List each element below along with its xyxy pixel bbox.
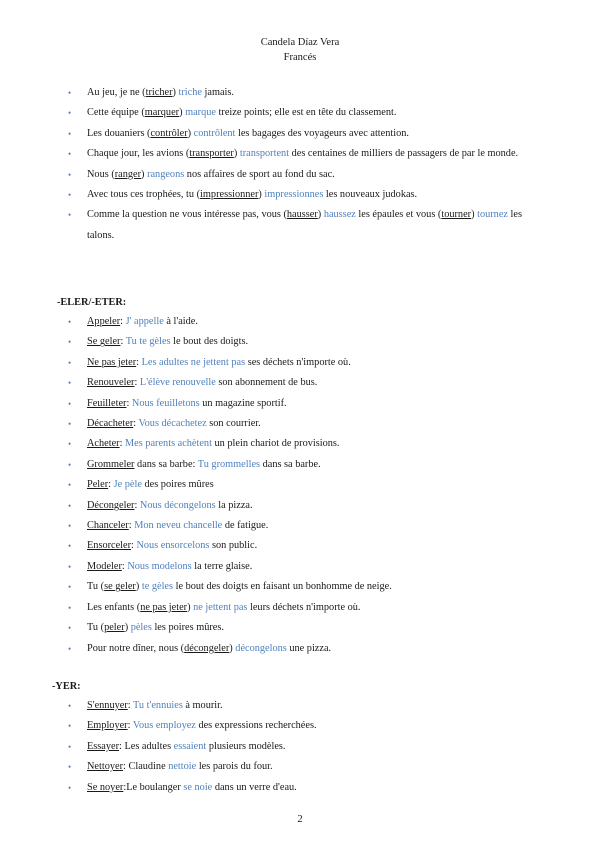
sentence-text: son courrier.	[206, 418, 261, 430]
list-item	[0, 737, 600, 757]
list-item	[0, 516, 600, 536]
sentence-text: un plein chariot de provisions.	[211, 438, 340, 450]
sentence-text: dans sa barbe:	[134, 458, 198, 470]
list-item	[0, 103, 600, 123]
conjugated-answer: marque	[185, 107, 216, 119]
sentence-text: :	[108, 479, 114, 491]
sentence-text: :	[119, 438, 126, 450]
conjugated-answer: Nous modelons	[127, 560, 192, 572]
subject-title: Francés	[283, 52, 317, 63]
sentence-text: Avec tous ces trophées, tu (	[87, 189, 201, 201]
list-item	[0, 598, 600, 618]
sentence-text: )	[135, 581, 142, 593]
verb-infinitive: S'ennuyer	[87, 700, 128, 711]
sentence-text: leurs déchets n'importe où.	[247, 601, 361, 613]
sentence-text: :	[127, 700, 133, 711]
conjugated-answer: Tu te gèles	[125, 336, 171, 348]
sentence-text: dans un verre d'eau.	[212, 781, 297, 793]
conjugated-answer: Les adultes ne jettent pas	[141, 356, 246, 368]
sentence-text: :	[128, 520, 135, 532]
conjugated-answer: Mon neveu chancelle	[134, 520, 223, 532]
conjugated-answer: Tu grommelles	[197, 458, 261, 470]
list-item	[0, 185, 600, 205]
sentence-text: Les enfants (	[87, 601, 141, 613]
sentence-text: la terre glaise.	[191, 560, 253, 572]
conjugated-answer: impressionnes	[264, 189, 324, 201]
conjugated-answer: Tu t'ennuies	[133, 700, 183, 711]
list-item	[0, 475, 600, 495]
sentence-text: treize points; elle est en tête du classement.	[215, 107, 397, 119]
sentence-text: Cette équipe (	[87, 107, 145, 119]
conjugated-answer: Vous employez	[132, 720, 196, 732]
sentence-text: : Claudine	[123, 761, 169, 773]
verb-infinitive: Employer	[87, 720, 128, 732]
list-item	[0, 778, 600, 798]
list-item	[0, 165, 600, 185]
list-item	[0, 455, 600, 475]
conjugated-answer: ne jettent pas	[193, 601, 248, 613]
verb-infinitive: Ensorceler	[87, 540, 132, 552]
sentence-text: la pizza.	[215, 499, 253, 511]
list-item	[0, 536, 600, 556]
verb-infinitive: décongeler	[184, 642, 230, 654]
list-item	[0, 577, 600, 597]
sentence-text: )	[317, 209, 324, 221]
sentence-text: les poires mûres.	[151, 622, 224, 634]
conjugated-answer: contrôlent	[193, 127, 236, 139]
conjugated-answer: pèles	[130, 622, 152, 634]
verb-infinitive: marquer	[144, 107, 180, 119]
exercise-list-er	[0, 83, 600, 246]
verb-infinitive: Essayer	[87, 740, 120, 752]
conjugated-answer: triche	[178, 87, 202, 98]
sentence-text: de fatigue.	[222, 520, 269, 532]
sentence-text: jamais.	[201, 87, 234, 98]
sentence-text: les épaules et vous (	[355, 209, 442, 221]
conjugated-answer: nettoie	[168, 761, 197, 773]
sentence-text: à mourir.	[182, 700, 223, 711]
verb-infinitive: Acheter	[87, 438, 120, 450]
verb-infinitive: Appeler	[87, 316, 121, 327]
verb-infinitive: impressionner	[200, 189, 259, 201]
conjugated-answer: décongelons	[235, 642, 287, 654]
conjugated-answer: essaient	[173, 740, 207, 752]
sentence-text: à l'aide.	[163, 316, 198, 327]
conjugated-answer: se noie	[183, 781, 213, 793]
list-item	[0, 144, 600, 164]
sentence-text: Les douaniers (	[87, 127, 151, 139]
sentence-text: ses déchets n'importe où.	[245, 356, 351, 368]
verb-infinitive: Chanceler	[87, 520, 129, 532]
sentence-text: :	[133, 418, 139, 430]
sentence-text: nos affaires de sport au fond du sac.	[184, 168, 335, 180]
exercise-list-yer	[0, 696, 600, 798]
list-item	[0, 434, 600, 454]
verb-infinitive: tricher	[145, 87, 173, 98]
verb-infinitive: Modeler	[87, 560, 122, 572]
sentence-text: le bout des doigts.	[170, 336, 249, 348]
sentence-text: )	[187, 601, 194, 613]
sentence-text: les nouveaux judokas.	[323, 189, 418, 201]
verb-infinitive: peler	[104, 622, 125, 634]
conjugated-answer: L'élève renouvelle	[139, 377, 216, 389]
sentence-text: :	[127, 720, 133, 732]
sentence-text: )	[258, 189, 265, 201]
sentence-text: Pour notre dîner, nous (	[87, 642, 185, 654]
sentence-text: des poires mûres	[141, 479, 214, 491]
sentence-text: )	[233, 148, 240, 160]
verb-infinitive: ne pas jeter	[140, 601, 188, 613]
conjugated-answer: tournez	[477, 209, 508, 221]
sentence-text: Tu (	[87, 581, 105, 593]
verb-infinitive: Décongeler	[87, 499, 135, 511]
sentence-text: )	[229, 642, 236, 654]
conjugated-answer: rangeons	[147, 168, 185, 180]
verb-infinitive: Grommeler	[87, 458, 135, 470]
sentence-text: )	[179, 107, 186, 119]
sentence-text: :Le boulanger	[123, 781, 184, 793]
verb-infinitive: ranger	[114, 168, 142, 180]
conjugated-answer: Mes parents achètent	[125, 438, 212, 450]
sentence-text: les parois du four.	[196, 761, 273, 773]
sentence-text: Chaque jour, les avions (	[87, 148, 190, 160]
list-item	[0, 205, 600, 246]
page-number: 2	[297, 814, 303, 825]
sentence-text: )	[187, 127, 194, 139]
list-item	[0, 332, 600, 352]
sentence-text: :	[131, 540, 137, 552]
list-item	[0, 716, 600, 736]
sentence-text: :	[136, 356, 142, 368]
verb-infinitive: Ne pas jeter	[87, 356, 137, 368]
list-item	[0, 557, 600, 577]
verb-infinitive: Feuilleter	[87, 397, 127, 409]
section-heading-yer: -YER:	[52, 681, 81, 692]
sentence-text: :	[126, 397, 132, 409]
sentence-text: le bout des doigts en faisant un bonhomme de neige.	[173, 581, 392, 593]
conjugated-answer: Nous ensorcelons	[136, 540, 210, 552]
sentence-text: )	[471, 209, 478, 221]
verb-infinitive: Renouveler	[87, 377, 135, 389]
sentence-text: son public.	[209, 540, 258, 552]
conjugated-answer: haussez	[323, 209, 356, 221]
sentence-text: plusieurs modèles.	[206, 740, 286, 752]
sentence-text: les talons.	[87, 209, 522, 241]
list-item	[0, 639, 600, 659]
sentence-text: )	[172, 87, 179, 98]
section-heading-eler-eter: -ELER/-ETER:	[57, 297, 127, 308]
sentence-text: Au jeu, je ne (	[87, 87, 146, 98]
conjugated-answer: Nous décongelons	[139, 499, 216, 511]
list-item	[0, 757, 600, 777]
list-item	[0, 496, 600, 516]
list-item	[0, 414, 600, 434]
exercise-list-eler-eter	[0, 312, 600, 659]
conjugated-answer: transportent	[239, 148, 290, 160]
verb-infinitive: transporter	[189, 148, 234, 160]
verb-infinitive: hausser	[286, 209, 318, 221]
sentence-text: Tu (	[87, 622, 105, 634]
list-item	[0, 312, 600, 332]
sentence-text: :	[120, 336, 126, 348]
list-item	[0, 696, 600, 716]
verb-infinitive: se geler	[104, 581, 136, 593]
sentence-text: dans sa barbe.	[260, 458, 321, 470]
list-item	[0, 124, 600, 144]
verb-infinitive: tourner	[441, 209, 472, 221]
verb-infinitive: Se noyer	[87, 781, 124, 793]
list-item	[0, 83, 600, 103]
sentence-text: une pizza.	[286, 642, 332, 654]
sentence-text: des centaines de milliers de passagers de par le monde.	[289, 148, 519, 160]
conjugated-answer: Je pèle	[113, 479, 142, 491]
conjugated-answer: Vous décachetez	[138, 418, 207, 430]
verb-infinitive: Se geler	[87, 336, 121, 348]
sentence-text: Nous (	[87, 168, 115, 180]
sentence-text: :	[120, 316, 126, 327]
list-item	[0, 373, 600, 393]
sentence-text: un magazine sportif.	[199, 397, 287, 409]
sentence-text: : Les adultes	[119, 740, 174, 752]
conjugated-answer: te gèles	[141, 581, 174, 593]
verb-infinitive: Décacheter	[87, 418, 134, 430]
sentence-text: :	[121, 560, 128, 572]
list-item	[0, 394, 600, 414]
sentence-text: les bagages des voyageurs avec attention.	[235, 127, 409, 139]
sentence-text: :	[134, 499, 140, 511]
sentence-text: :	[134, 377, 140, 389]
verb-infinitive: Peler	[87, 479, 109, 491]
author-name: Candela Díaz Vera	[260, 37, 340, 48]
conjugated-answer: Nous feuilletons	[131, 397, 200, 409]
verb-infinitive: Nettoyer	[87, 761, 124, 773]
sentence-text: des expressions recherchées.	[195, 720, 317, 732]
list-item	[0, 618, 600, 638]
sentence-text: son abonnement de bus.	[215, 377, 318, 389]
sentence-text: )	[124, 622, 131, 634]
sentence-text: Comme la question ne vous intéresse pas, vous (	[87, 209, 287, 221]
list-item	[0, 353, 600, 373]
sentence-text: )	[141, 168, 148, 180]
conjugated-answer: J' appelle	[125, 316, 164, 327]
verb-infinitive: contrôler	[150, 127, 188, 139]
